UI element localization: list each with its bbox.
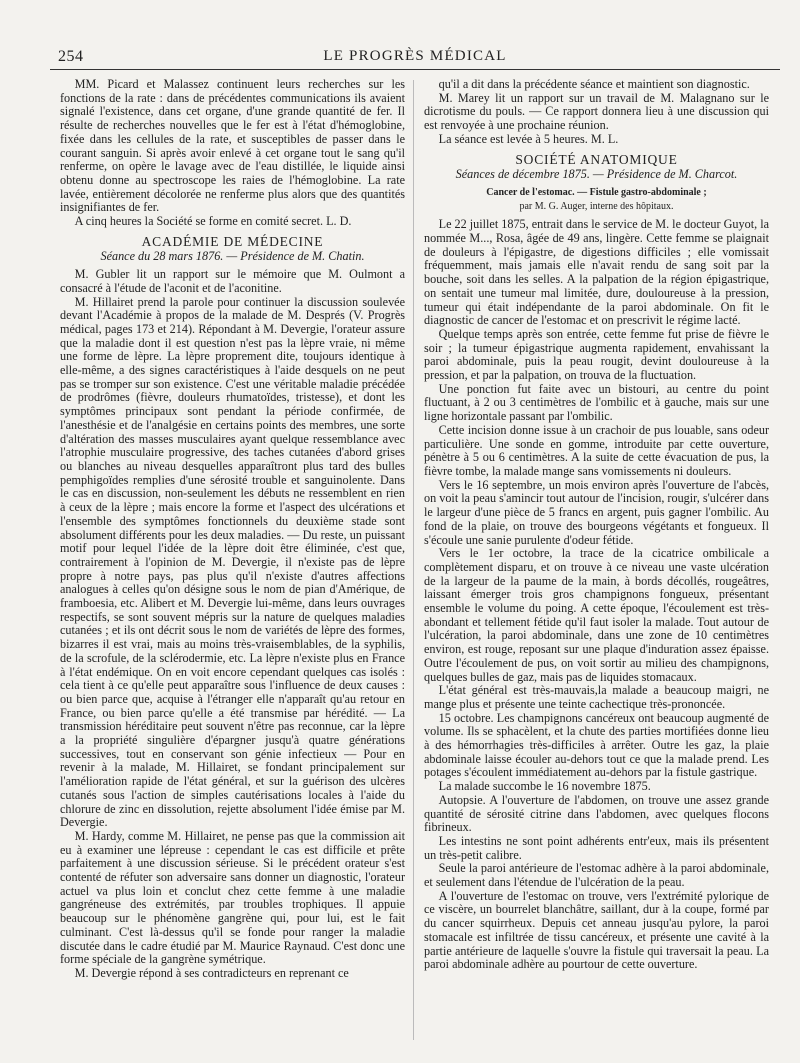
section-title-societe-anatomique: SOCIÉTÉ ANATOMIQUE — [515, 151, 678, 167]
journal-title: LE PROGRÈS MÉDICAL — [323, 48, 507, 64]
paragraph: Vers le 1er octobre, la trace de la cicatrice ombilicale a complètement disparu, et on trouve à ce niveau une vaste ulcération de la largeur de la paume de la main, à bords décollés, rougeâtres, laissant émerger trois gros champignons fongueux, présentant ensemble le volume du poing. A cette époque, l'écoulement est très-abondant et tellement fétide qu'il faut isoler la malade. Tout autour de l'ulcération, la paroi abdominale, dans une zone de 10 centimètres environ, est rouge, reposant sur une plaque d'induration assez épaisse. Outre l'écoulement de pus, on voit sortir au milieu des champignons, quelques bulles de gaz, mais pas de liquides stomacaux. — [424, 546, 769, 684]
paragraph: L'état général est très-mauvais,la malade a beaucoup maigri, ne mange plus et présente une teinte cachectique très-prononcée. — [424, 683, 769, 711]
case-author: par M. G. Auger, interne des hôpitaux. — [519, 200, 674, 212]
paragraph: Vers le 16 septembre, un mois environ après l'ouverture de l'abcès, on voit la peau s'amincir tout autour de l'incision, rougir, s'ulcérer dans le largeur d'une pièce de 5 francs en argent, puis gagner l'ombilic. Au fond de la plaie, on trouve des bourgeons végétants et fongueux. Il s'écoule une sanie purulente d'odeur fétide. — [424, 477, 769, 547]
paragraph: La séance est levée à 5 heures. M. L. — [438, 131, 619, 146]
paragraph: M. Hardy, comme M. Hillairet, ne pense pas que la commission ait eu à examiner une lépreuse : cependant le cas est difficile et prête parfaitement à une discussion sérieuse. Si le précédent orateur s'est contenté de réfuter son adversaire sans donner un diagnostic, l'orateur actuel va plus loin et conclut chez cette femme à une maladie gangréneuse des extrémités, par troubles trophiques. Il appuie beaucoup sur le phénomène gangrène qui, pour lui, est le fait culminant. C'est là-dessus qu'il se fonde pour ranger la maladie discutée dans le cadre étudié par M. Maurice Raynaud. C'est donc une forme spéciale de la gangrène symétrique. — [60, 828, 405, 967]
paragraph: M. Hillairet prend la parole pour continuer la discussion soulevée devant l'Académie à propos de la malade de M. Després (V. Progrès médical, pages 173 et 214). Répondant à M. Devergie, l'orateur assure que la maladie dont il est question n'est pas la lèpre vraie, ni même une forme de lèpre. La lèpre proprement dite, toujours identique à elle-même, a des signes caractéristiques à l'aide desquels on ne peut pas se tromper sur son existence. C'est une véritable maladie précédée de prodrômes (fièvre, douleurs rhumatoïdes, tristesse), et dont les symptômes principaux sont pendant la période confirmée, de l'anesthésie et de l'analgésie en certains points des membres, une sorte d'altération des masses musculaires ayant quelque ressemblance avec l'atrophie musculaire progressive, des taches cutanées d'abord grises ou blanches au niveau desquelles apparaîtront plus tard des bulles pemphigoïdes remplies d'une sérosité trouble et sanguinolente. Dans le cas en discussion, non-seulement les débuts ne ressemblent en rien à ceux de la lèpre ; mais encore la forme et l'aspect des ulcérations et l'ensemble des symptômes fonctionnels du deuxième stade sont absolument différents pour les deux maladies. — Du reste, un puissant motif pour lequel l'idée de la lèpre doit être éliminée, c'est que, contrairement à l'opinion de M. Devergie, il n'existe pas de lèpre propre à notre pays, pas plus qu'il n'existe d'autres affections analogues à celles qu'on désigne sous le nom de pian d'Amérique, de framboesia, etc. Alibert et M. Devergie lui-même, dans leurs ouvrages respectifs, se sont souvent mépris sur la nature de quelques maladies cutanées ; et ils ont décrit sous le nom de variétés de lèpre des formes, bizarres il est vrai, mais au moins très-vraisemblables, de la syphilis, de la scrofule, de la sclérodermie, etc. La lèpre n'existe plus en France à l'état endémique. On en voit encore cependant quelques cas isolés : cela tient à ce qu'elle peut apparaître sous l'influence de deux causes : ou bien parce que, acquise à l'étranger elle n'apparaît qu'au retour en France, ou bien parce qu'elle a été transmise par hérédité. — La transmission héréditaire peut souvent n'être pas reconnue, car la lèpre a la propriété singulière d'épargner jusqu'à quatre générations successives, tout en conservant son génie infectieux — Pour en revenir à la malade, M. Hillairet, se fondant principalement sur l'amélioration rapide de l'état général, et sur la guérison des ulcères cutanés sous l'action de simples cautérisations locales à l'aide du chlorure de zinc en dissolution, rejette absolument l'idée émise par M. Devergie. — [60, 294, 405, 830]
page-number: 254 — [58, 48, 84, 65]
paragraph: 15 octobre. Les champignons cancéreux ont beaucoup augmenté de volume. Ils se sphacèlent, et la chute des parties mortifiées donne lieu à des hémorrhagies très-difficiles à arrêter. Outre les gaz, la plaie abdominale laisse écouler au-dehors tout ce que la malade prend. Les potages s'écoulent immédiatement au-dehors par la fistule gastrique. — [424, 710, 769, 780]
paragraph: M. Marey lit un rapport sur un travail de M. Malagnano sur le dicrotisme du pouls. — Ce rapport donnera lieu à une discussion qui est renvoyée à une prochaine réunion. — [424, 90, 769, 133]
paragraph: A l'ouverture de l'estomac on trouve, vers l'extrémité pylorique de ce viscère, un bourrelet blanchâtre, saillant, dur à la coupe, formé par du cancer squirrheux. Depuis cet anneau jusqu'au pylore, la paroi stomacale est infiltrée de tissu cancéreux, et présente une cavité à la partie antérieure de laquelle s'ouvre la fistule qui traversait la peau. La paroi abdominale adhère au pourtour de cette ouverture. — [424, 888, 769, 972]
session-line: Séance du 28 mars 1876. — Présidence de M. Chatin. — [100, 249, 365, 264]
paragraph: Quelque temps après son entrée, cette femme fut prise de fièvre le soir ; la tumeur épigastrique augmenta rapidement, envahissant la paroi abdominale, puis la peau rougit, devint douloureuse à la pression, et par la palpation, on trouva de la fluctuation. — [424, 326, 769, 383]
paragraph: M. Gubler lit un rapport sur le mémoire que M. Oulmont a consacré à l'étude de l'aconit et de l'aconitine. — [60, 267, 405, 295]
session-line: Séances de décembre 1875. — Présidence de M. Charcot. — [455, 167, 738, 182]
right-column — [424, 78, 769, 972]
paragraph: Cette incision donne issue à un crachoir de pus louable, sans odeur particulière. Une sonde en gomme, introduite par cette ouverture, pénètre à 5 ou 6 centimètres. A la suite de cette évacuation de pus, la fièvre tombe, la malade mange sans vomissements ni douleurs. — [424, 422, 769, 478]
section-title-academie: ACADÉMIE DE MÉDECINE — [141, 233, 324, 249]
paragraph: MM. Picard et Malassez continuent leurs recherches sur les fonctions de la rate : dans de précédentes communications ils avaient signalé l'existence, dans cet organe, d'une grande quantité de fer. Il résulte de recherches nouvelles que le fer est à l'état d'hémoglobine, fixée dans les cellules de la rate, et susceptibles de passer dans le courant sanguin. Si après avoir enlevé à cet organe tout le sang qu'il renferme, on opère le lavage avec de l'eau distillée, le liquide ainsi obtenu donne au spectroscope les raies de l'hémoglobine. La rate lavée, entièrement décolorée ne renferme plus alors que des quantités insignifiantes de fer. — [60, 77, 405, 215]
paragraph: Les intestins ne sont point adhérents entr'eux, mais ils présentent un très-petit calibre. — [424, 833, 769, 862]
paragraph: Seule la paroi antérieure de l'estomac adhère à la paroi abdominale, et seulement dans l'étendue de l'ulcération de la peau. — [424, 861, 769, 890]
paragraph: Le 22 juillet 1875, entrait dans le service de M. le docteur Guyot, la nommée M..., Rosa, âgée de 49 ans, lingère. Cette femme se plaignait de douleurs à l'épigastre, de digestions difficiles ; elle vomissait fréquemment, mais jamais elle n'avait rendu de sang soit par la bouche, soit dans les selles. A la palpation de la région épigastrique, on sentait une tumeur mal limitée, dure, douloureuse à la pression, tumeur qui était indépendante de la paroi abdominale. On fit le diagnostic de cancer de l'estomac et on prescrivit le régime lacté. — [424, 217, 769, 328]
running-head — [50, 46, 780, 68]
paragraph: A cinq heures la Société se forme en comité secret. L. D. — [74, 214, 352, 229]
paragraph: Autopsie. A l'ouverture de l'abdomen, on trouve une assez grande quantité de sérosité citrine dans l'abdomen, avec quelques flocons fibrineux. — [424, 792, 769, 835]
header-rule — [50, 69, 780, 70]
paragraph: qu'il a dit dans la précédente séance et maintient son diagnostic. — [438, 77, 750, 91]
paragraph: M. Devergie répond à ses contradicteurs en reprenant ce — [74, 966, 349, 980]
column-divider — [413, 80, 414, 1040]
left-column — [60, 78, 405, 981]
case-title: Cancer de l'estomac. — Fistule gastro-abdominale ; — [486, 186, 707, 198]
paragraph: Une ponction fut faite avec un bistouri, au centre du point fluctuant, à 2 ou 3 centimètres de l'ombilic et à gauche, mais sur une ligne horizontale passant par l'ombilic. — [424, 381, 769, 424]
paragraph: La malade succombe le 16 novembre 1875. — [438, 779, 651, 794]
